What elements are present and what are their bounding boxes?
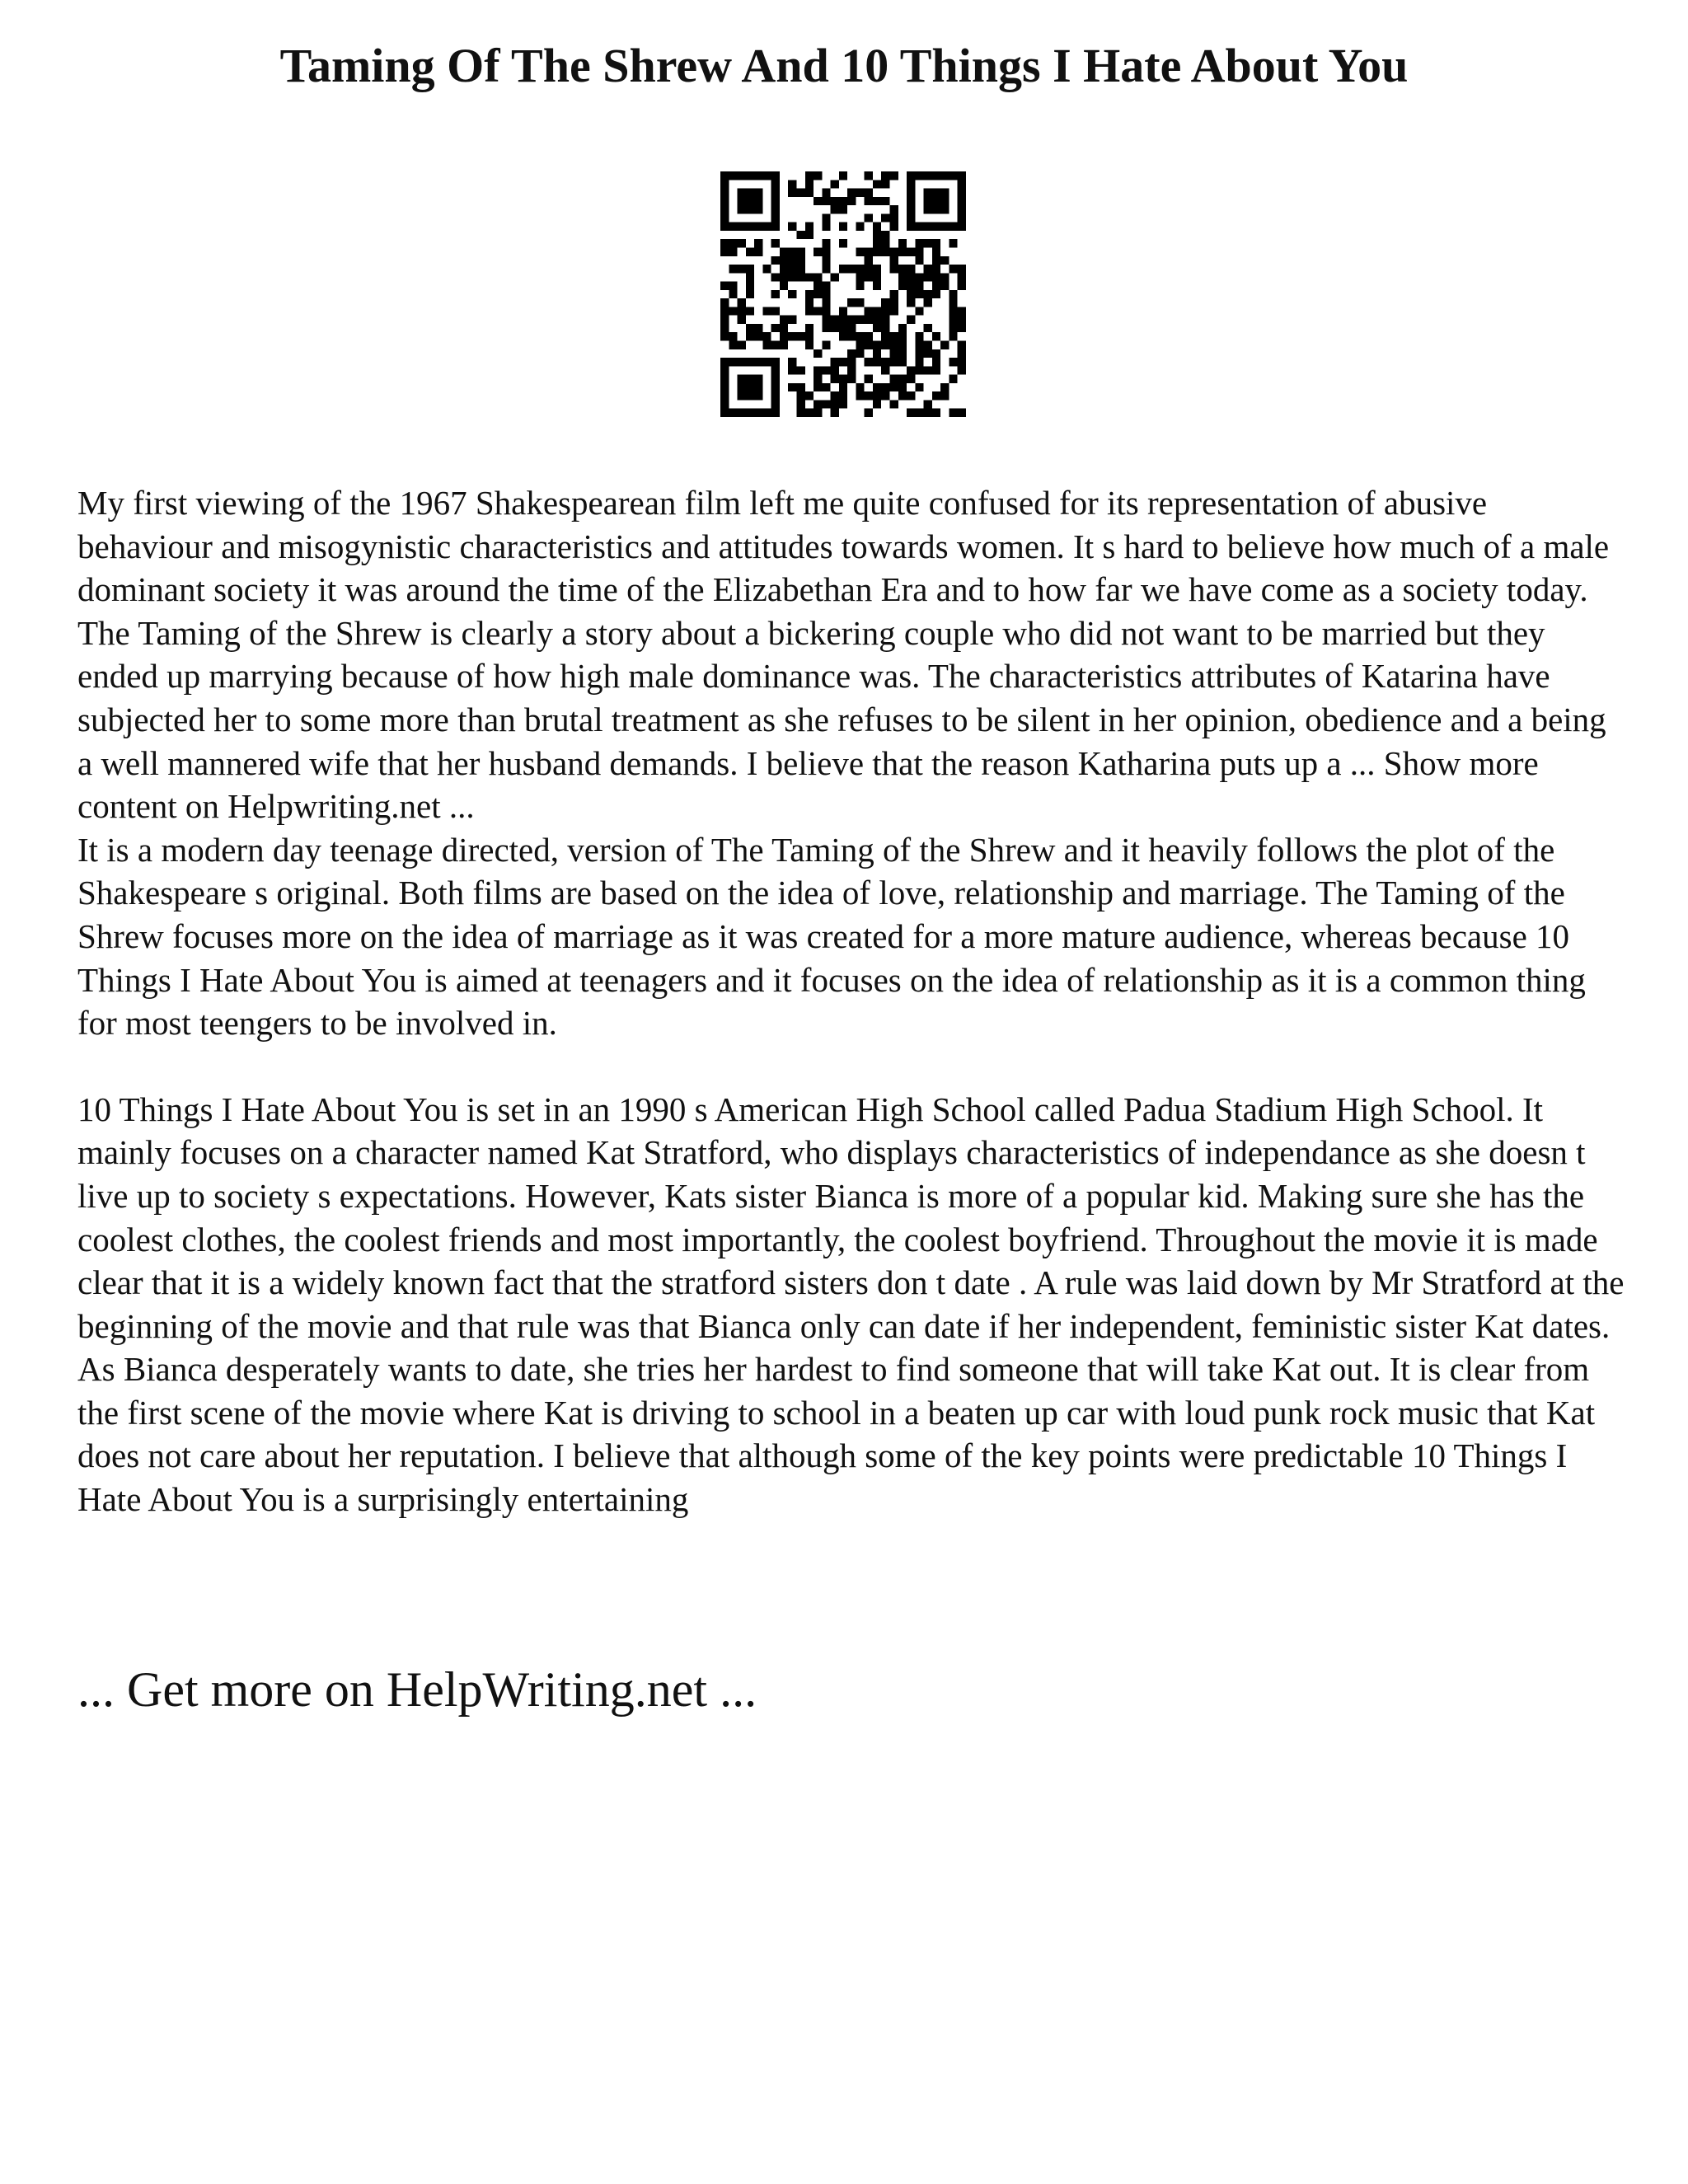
qr-code-icon (720, 171, 966, 417)
paragraph-3: 10 Things I Hate About You is set in an 1990 s American High School called Padua Stadium High School. It mainly focuses on a character named Kat Stratford, who displays characteristics of independance as she doesn t live up to society s expectations. However, Kats sister Bianca is more of a popular kid. Making sure she has the coolest clothes, the coolest friends and most importantly, the coolest boyfriend. Throughout the movie it is made clear that it is a widely known fact that the stratford sisters don t date . A rule was laid down by Mr Stratford at the beginning of the movie and that rule was that Bianca only can date if her independent, feministic sister Kat dates. As Bianca desperately wants to date, she tries her hardest to find someone that will take Kat out. It is clear from the first scene of the movie where Kat is driving to school in a beaten up car with loud punk rock music that Kat does not care about her reputation. I believe that although some of the key points were predictable 10 Things I Hate About You is a surprisingly entertaining (77, 1090, 1625, 1519)
document-title: Taming Of The Shrew And 10 Things I Hate About You (279, 39, 1409, 92)
essay-body (77, 481, 1627, 1521)
paragraph-1: My first viewing of the 1967 Shakespearean film left me quite confused for its representation of abusive behaviour and misogynistic characteristics and attitudes towards women. It s hard to believe how much of a male dominant society it was around the time of the Elizabethan Era and to how far we have come as a society today. The Taming of the Shrew is clearly a story about a bickering couple who did not want to be married but they ended up marrying because of how high male dominance was. The characteristics attributes of Katarina have subjected her to some more than brutal treatment as she refuses to be silent in her opinion, obedience and a being a well mannered wife that her husband demands. I believe that the reason Katharina puts up a ... Show more content on Helpwriting.net ... (77, 484, 1610, 826)
paragraph-2: It is a modern day teenage directed, version of The Taming of the Shrew and it heavily follows the plot of the Shakespeare s original. Both films are based on the idea of love, relationship and marriage. The Taming of the Shrew focuses more on the idea of marriage as it was created for a more mature audience, whereas because 10 Things I Hate About You is aimed at teenagers and it focuses on the idea of relationship as it is a common thing for most teengers to be involved in. (77, 830, 1586, 1043)
get-more-link[interactable]: ... Get more on HelpWriting.net ... (77, 1662, 757, 1717)
